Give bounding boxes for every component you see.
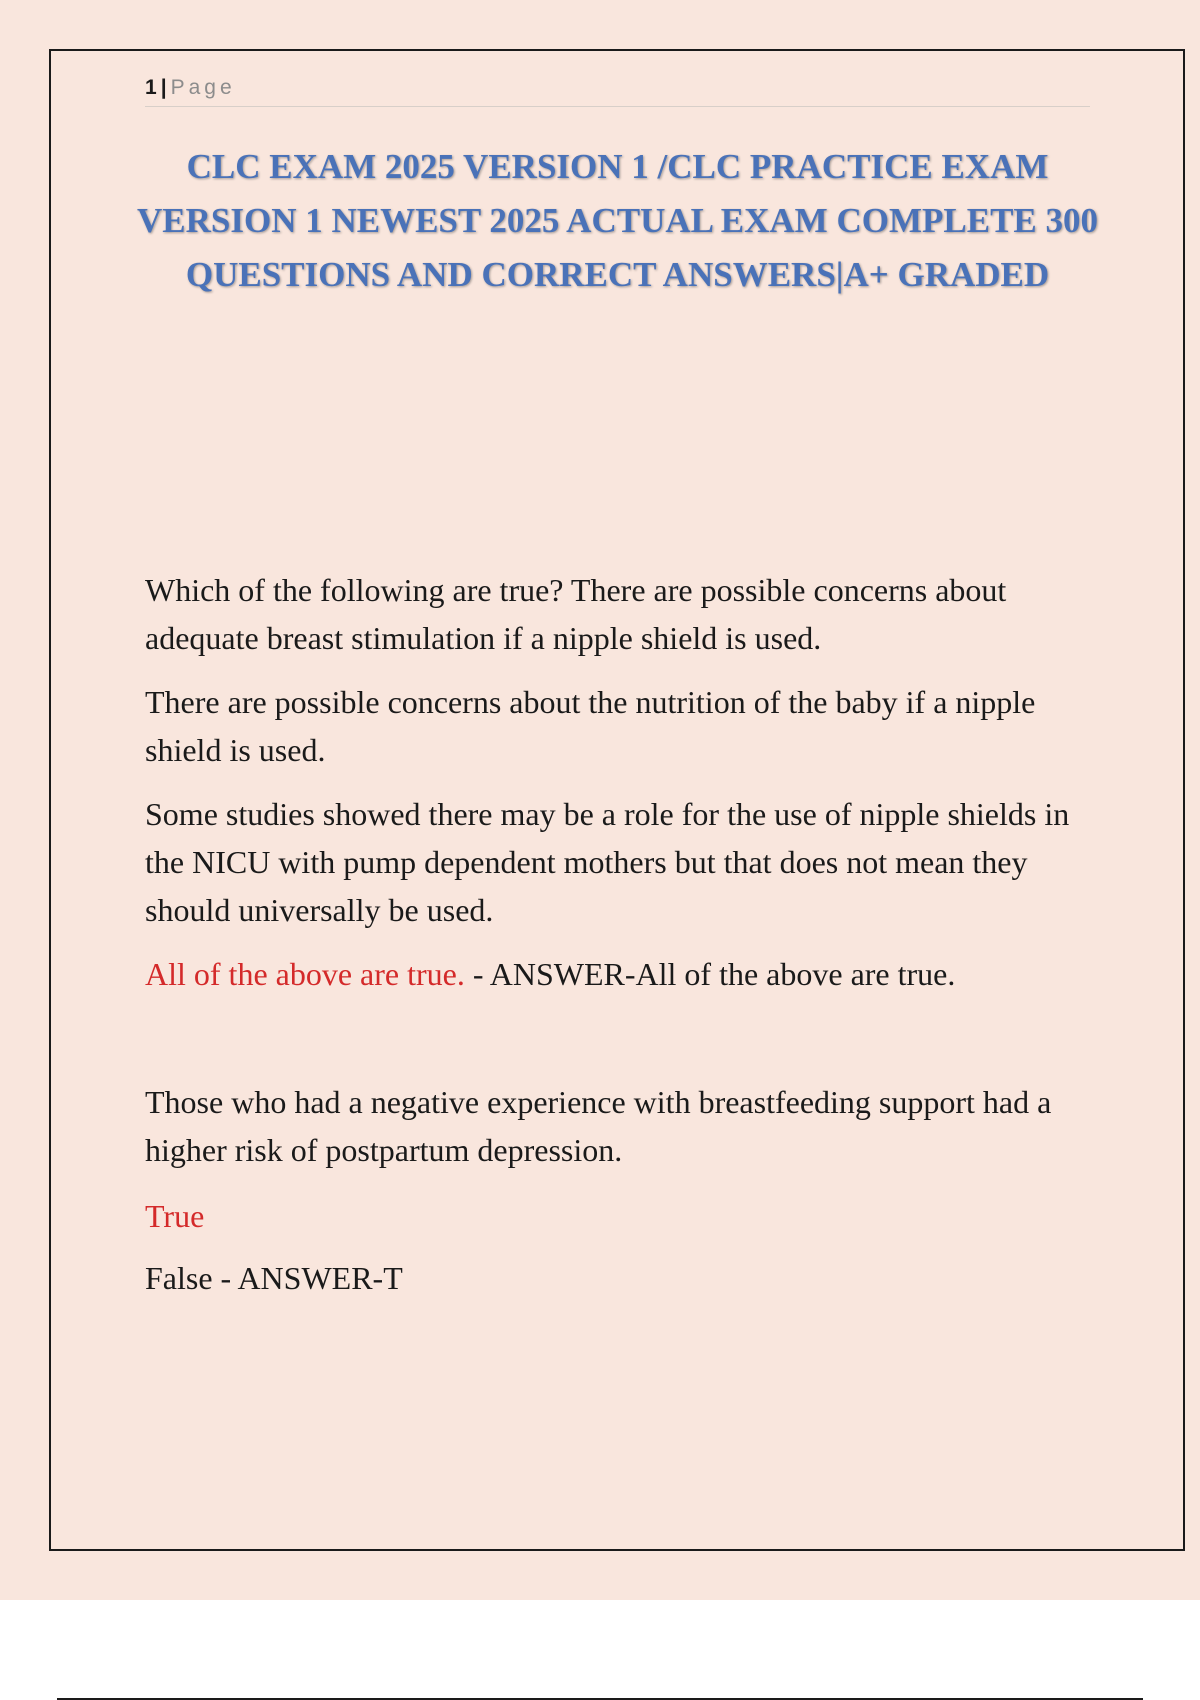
question-2-text: Those who had a negative experience with breastfeeding support had a higher risk of postpartum depression. [145, 1084, 1052, 1168]
question-1-statement-3: Some studies showed there may be a role for the use of nipple shields in the NICU with pump dependent mothers but that does not mean they should universally be used. [145, 796, 1070, 928]
question-1-highlighted-option: All of the above are true. [145, 956, 465, 992]
page-label: Page [170, 76, 236, 99]
page-header [145, 74, 1090, 107]
document-body [145, 566, 1095, 1302]
document-title: CLC EXAM 2025 VERSION 1 /CLC PRACTICE EXAM VERSION 1 NEWEST 2025 ACTUAL EXAM COMPLETE 300 QUESTIONS AND CORRECT ANSWERS|A+ GRADED [136, 147, 1099, 294]
page-number: 1 [145, 76, 157, 99]
page-header-separator: | [160, 76, 167, 99]
question-1-statement-2: There are possible concerns about the nutrition of the baby if a nipple shield is used. [145, 684, 1036, 768]
question-2-answer: False - ANSWER-T [145, 1260, 403, 1296]
question-1-answer: - ANSWER-All of the above are true. [464, 956, 956, 992]
question-1-statement-1: Which of the following are true? There are possible concerns about adequate breast stimulation if a nipple shield is used. [145, 572, 1007, 656]
question-1-answer-line [145, 950, 1095, 998]
question-2-highlighted-option: True [145, 1198, 205, 1234]
